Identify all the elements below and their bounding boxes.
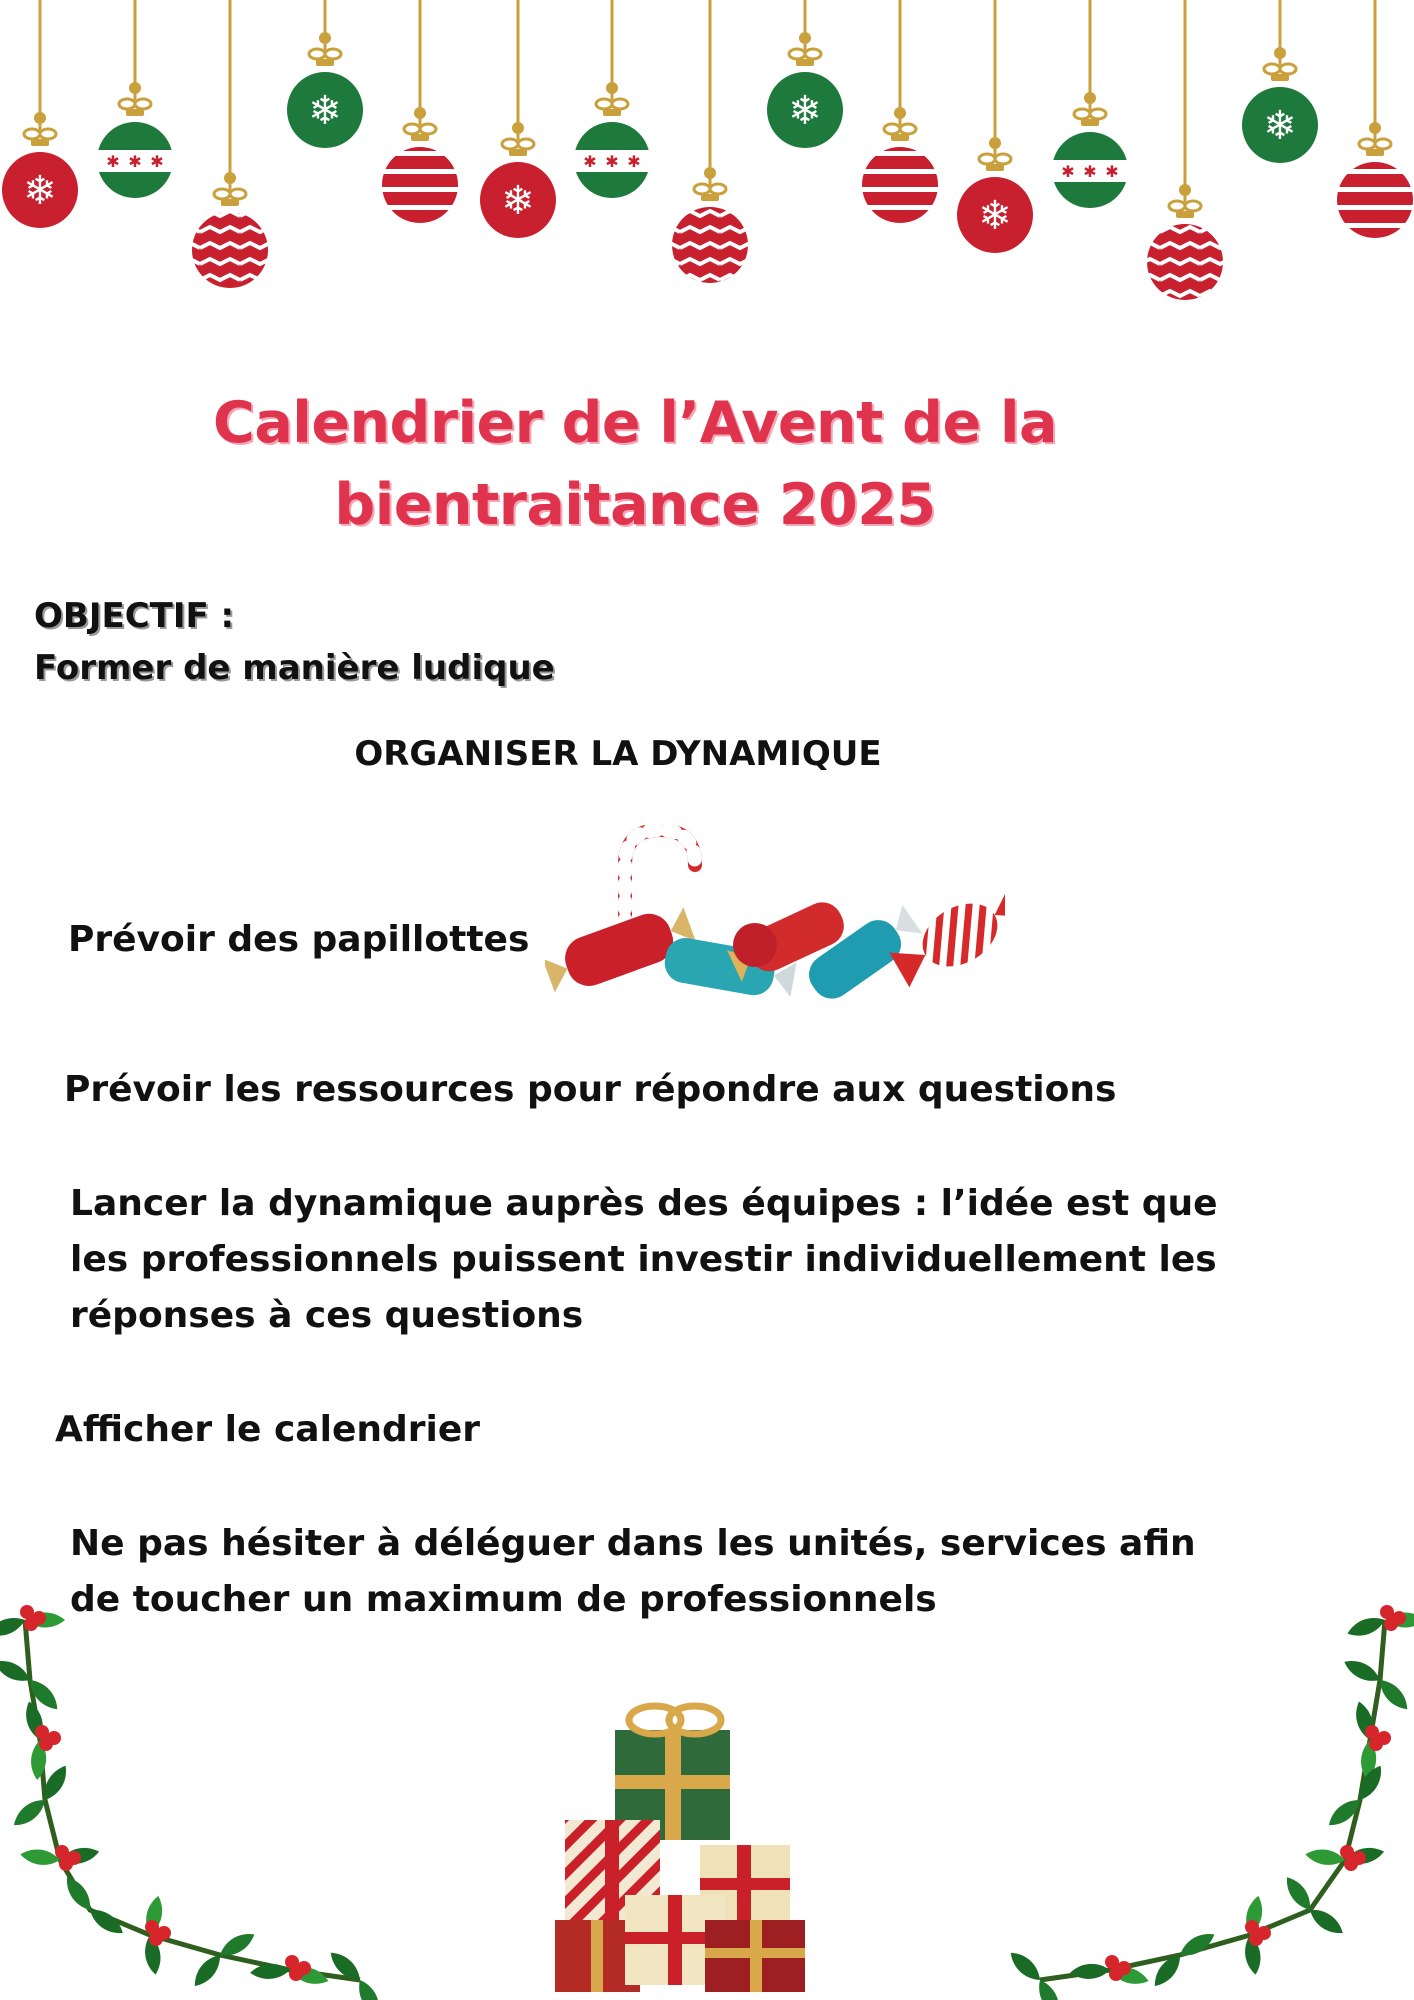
- svg-text:✱: ✱: [583, 152, 597, 171]
- objective-label: OBJECTIF :: [34, 596, 235, 636]
- holly-branch-icon: [0, 1600, 400, 2000]
- svg-text:✱: ✱: [1061, 162, 1075, 181]
- svg-text:❄: ❄: [978, 193, 1012, 239]
- step-papillottes: Prévoir des papillottes: [68, 919, 530, 960]
- step-lancer-dynamique: Lancer la dynamique auprès des équipes : l’idée est que les professionnels puissent investir individuellement les réponses à ces questions: [70, 1183, 1218, 1336]
- svg-text:✱: ✱: [150, 152, 164, 171]
- svg-text:✱: ✱: [1105, 162, 1119, 181]
- step-ressources: Prévoir les ressources pour répondre aux questions: [64, 1069, 1117, 1110]
- svg-text:✱: ✱: [128, 152, 142, 171]
- title-line-2: bientraitance 2025: [334, 472, 936, 538]
- svg-text:❄: ❄: [501, 178, 535, 224]
- svg-text:✱: ✱: [106, 152, 120, 171]
- svg-text:❄: ❄: [308, 88, 342, 134]
- svg-text:✱: ✱: [1083, 162, 1097, 181]
- section-heading: ORGANISER LA DYNAMIQUE: [354, 734, 882, 774]
- step-deleguer: Ne pas hésiter à déléguer dans les unités, services afin de toucher un maximum de professionnels: [70, 1523, 1196, 1620]
- christmas-ornaments-decoration: [0, 0, 1414, 320]
- svg-text:❄: ❄: [23, 168, 57, 214]
- title-line-1: Calendrier de l’Avent de la: [212, 390, 1057, 456]
- svg-text:✱: ✱: [605, 152, 619, 171]
- holly-branch-icon: [1010, 1600, 1414, 2000]
- svg-text:❄: ❄: [788, 88, 822, 134]
- gift-boxes-icon: [555, 1680, 815, 1995]
- svg-text:❄: ❄: [1263, 103, 1297, 149]
- objective-text: Former de manière ludique: [34, 648, 555, 688]
- svg-text:✱: ✱: [627, 152, 641, 171]
- step-afficher-calendrier: Afficher le calendrier: [55, 1409, 481, 1450]
- christmas-candy-icon: [545, 825, 1005, 1010]
